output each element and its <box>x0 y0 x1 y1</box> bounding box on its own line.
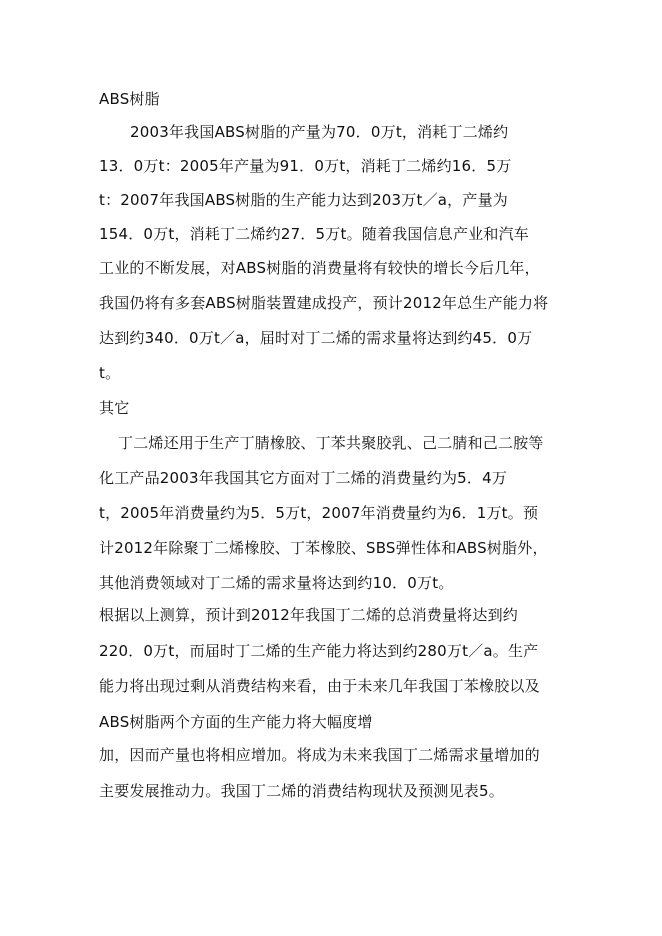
section-heading-abs: ABS树脂 <box>99 90 160 108</box>
paragraph-line: 154．0万t，消耗丁二烯约27．5万t。随着我国信息产业和汽车 <box>99 225 529 243</box>
closing-paragraph-line: 能力将出现过剩从消费结构来看，由于未来几年我国丁苯橡胶以及 <box>99 677 540 695</box>
paragraph-line: t，2005年消费量约为5．5万t，2007年消费量约为6．1万t。预 <box>99 504 539 522</box>
paragraph-line: 13．0万t：2005年产量为91．0万t，消耗丁二烯约16．5万 <box>99 157 512 175</box>
closing-paragraph-line: ABS树脂两个方面的生产能力将大幅度增 <box>99 713 373 731</box>
paragraph-line: t。 <box>99 364 121 382</box>
paragraph-line: 化工产品2003年我国其它方面对丁二烯的消费量约为5．4万 <box>99 469 508 487</box>
paragraph-line: 达到约340．0万t／a，届时对丁二烯的需求量将达到约45．0万 <box>99 329 533 347</box>
closing-paragraph-line: 主要发展推动力。我国丁二烯的消费结构现状及预测见表5。 <box>99 782 504 800</box>
paragraph-line: 其他消费领域对丁二烯的需求量将达到约10．0万t。 <box>99 574 454 592</box>
paragraph-line: 计2012年除聚丁二烯橡胶、丁苯橡胶、SBS弹性体和ABS树脂外， <box>99 539 548 557</box>
paragraph-line: t：2007年我国ABS树脂的生产能力达到203万t／a，产量为 <box>99 191 508 209</box>
section-heading-other: 其它 <box>99 399 130 417</box>
paragraph-line: 丁二烯还用于生产丁腈橡胶、丁苯共聚胶乳、己二腈和己二胺等 <box>118 434 544 452</box>
closing-paragraph-line: 根据以上测算，预计到2012年我国丁二烯的总消费量将达到约 <box>99 606 518 624</box>
closing-paragraph-line: 220．0万t，而届时丁二烯的生产能力将达到约280万t／a。生产 <box>99 642 539 660</box>
paragraph-line: 我国仍将有多套ABS树脂装置建成投产，预计2012年总生产能力将 <box>99 294 549 312</box>
closing-paragraph-line: 加，因而产量也将相应增加。将成为未来我国丁二烯需求量增加的 <box>99 746 540 764</box>
paragraph-line: 工业的不断发展，对ABS树脂的消费量将有较快的增长今后几年， <box>99 259 540 277</box>
paragraph-line: 2003年我国ABS树脂的产量为70．0万t，消耗丁二烯约 <box>130 123 509 141</box>
